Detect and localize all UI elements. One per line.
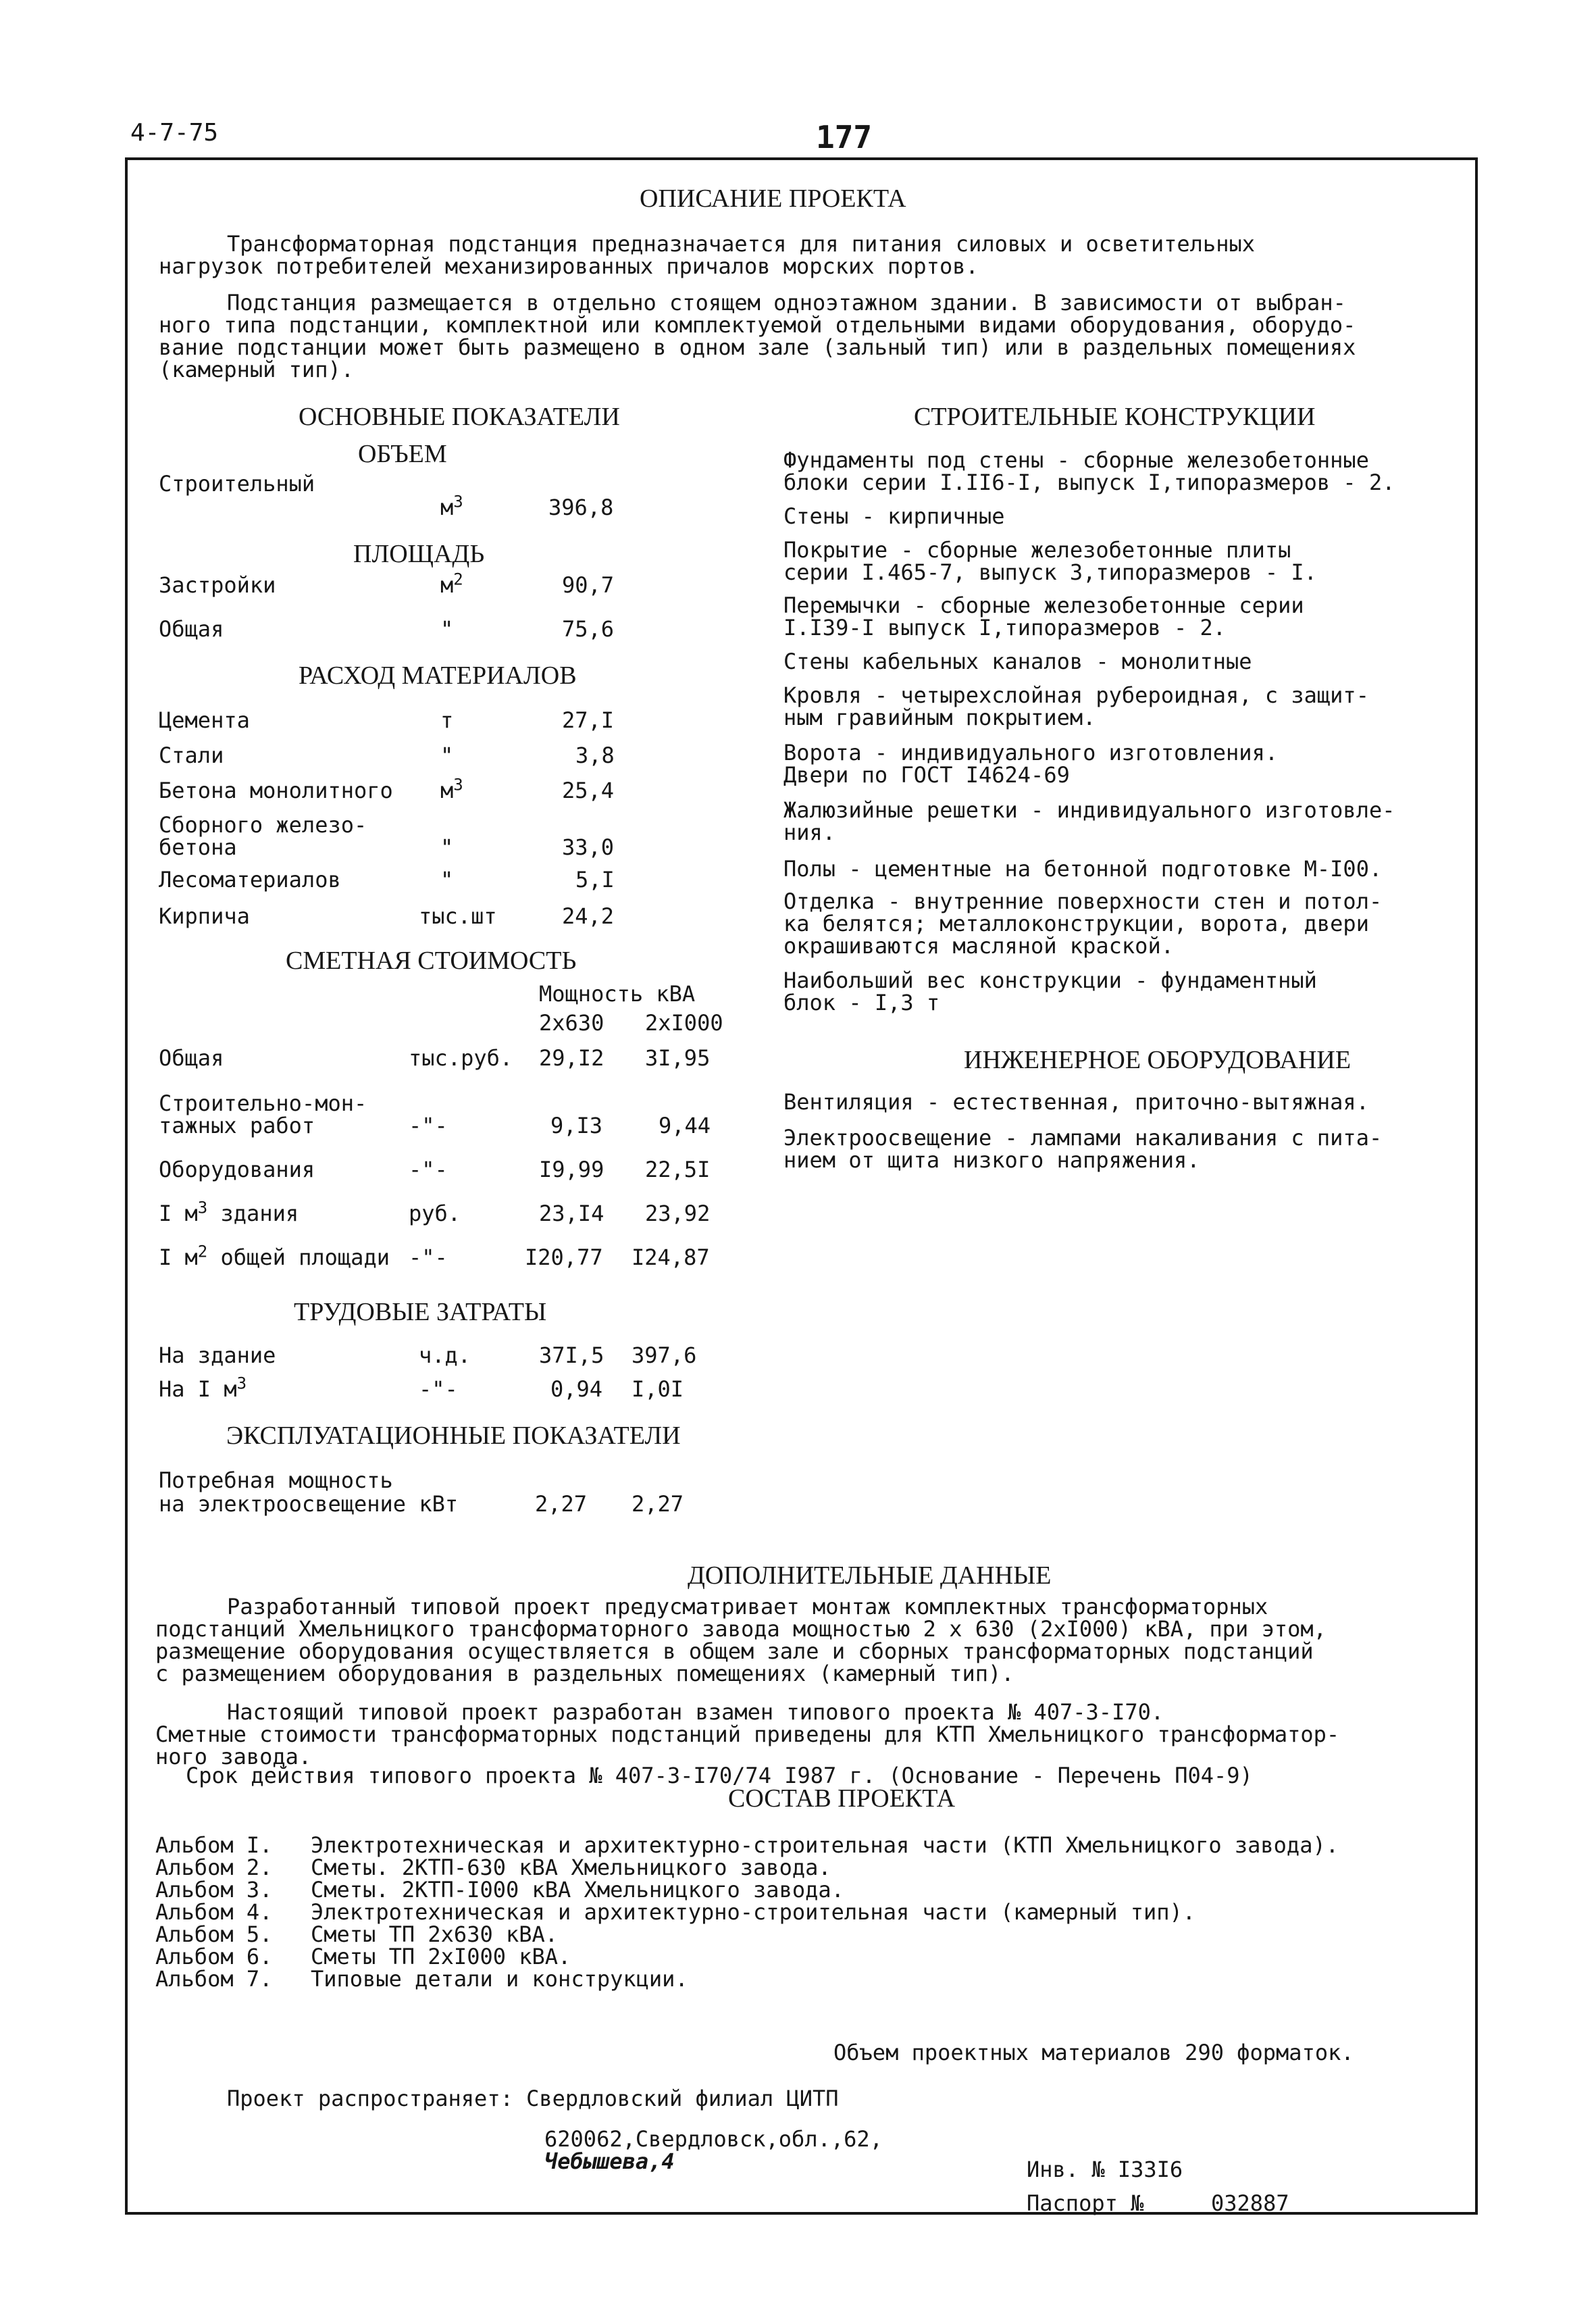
construction-item: блоки серии I.II6-I, выпуск I,типоразмеров - 2. — [783, 470, 1395, 495]
volume-value: 396,8 — [548, 495, 614, 520]
operation-b: 2,27 — [632, 1491, 684, 1517]
additional-para2-line1: Настоящий типовой проект разработан взамен типового проекта № 407-3-I70. — [227, 1699, 1164, 1725]
labor-row-b: I,0I — [632, 1376, 684, 1402]
cost-row-b: 9,44 — [659, 1113, 711, 1138]
cost-row-b: I24,87 — [632, 1244, 710, 1270]
material-unit: тыс.шт — [419, 903, 497, 929]
construction-item: Стены - кирпичные — [783, 503, 1005, 529]
album-text: Сметы ТП 2xI000 кВА. — [311, 1944, 571, 1969]
construction-item: Кровля - четырехслойная рубероидная, с защит- — [783, 682, 1369, 708]
album-label: Альбом 6. — [155, 1944, 273, 1969]
description-para2-line2: ного типа подстанции, комплектной или комплектуемой отдельными видами оборудования, оборудо- — [159, 312, 1356, 338]
cost-row-label: I $м^3$ здания — [159, 1198, 299, 1226]
materials-title: РАСХОД МАТЕРИАЛОВ — [299, 661, 577, 690]
construction-item: Жалюзийные решетки - индивидуального изготовле- — [783, 797, 1395, 823]
material-label: Сборного железо- — [159, 812, 367, 838]
description-para1-line2: нагрузок потребителей механизированных причалов морских портов. — [159, 253, 979, 279]
description-para1-line1: Трансформаторная подстанция предназначается для питания силовых и осветительных — [227, 231, 1255, 257]
validity-line: Срок действия типового проекта № 407-3-I70/74 I987 г. (Основание - Перечень П04-9) — [186, 1763, 1253, 1788]
cost-row-unit: тыс.руб. — [409, 1045, 513, 1071]
construction-item: ния. — [783, 820, 836, 845]
operation-title: ЭКСПЛУАТАЦИОННЫЕ ПОКАЗАТЕЛИ — [226, 1422, 681, 1450]
address-line1: 620062,Свердловск,обл.,62, — [544, 2126, 883, 2152]
cost-title: СМЕТНАЯ СТОИМОСТЬ — [286, 947, 577, 975]
cost-row-a: I9,99 — [539, 1157, 604, 1182]
description-para2-line4: (камерный тип). — [159, 357, 354, 382]
engineering-item: Вентиляция - естественная, приточно-вытяжная. — [783, 1089, 1369, 1115]
cost-row-b: 22,5I — [645, 1157, 711, 1182]
labor-title: ТРУДОВЫЕ ЗАТРАТЫ — [294, 1298, 547, 1326]
cost-row-label: Оборудования — [159, 1157, 315, 1182]
album-label: Альбом 4. — [155, 1899, 273, 1925]
construction-item: серии I.465-7, выпуск 3,типоразмеров - I. — [783, 559, 1317, 585]
construction-item: Стены кабельных каналов - монолитные — [783, 649, 1252, 674]
cost-row-a: 29,I2 — [539, 1045, 604, 1071]
cost-row-label: I $м^2$ общей площади — [159, 1242, 390, 1270]
construction-item: Ворота - индивидуального изготовления. — [783, 740, 1279, 765]
labor-row-b: 397,6 — [632, 1342, 697, 1368]
construction-item: Полы - цементные на бетонной подготовке М-I00. — [783, 856, 1383, 882]
cost-col-a: 2x630 — [539, 1010, 604, 1036]
labor-row-a: 37I,5 — [539, 1342, 604, 1368]
material-value: 27,I — [562, 707, 615, 733]
operation-a: 2,27 — [535, 1491, 588, 1517]
area-row-value: 90,7 — [562, 572, 615, 598]
construction-item: окрашиваются масляной краской. — [783, 933, 1174, 959]
additional-para2-line3: ного завода. — [155, 1744, 312, 1769]
cost-row-unit: -"- — [409, 1244, 448, 1270]
indicators-title: ОСНОВНЫЕ ПОКАЗАТЕЛИ — [299, 403, 620, 431]
labor-row-label: На I $м^3$ — [159, 1374, 247, 1402]
constructions-title: СТРОИТЕЛЬНЫЕ КОНСТРУКЦИИ — [914, 403, 1316, 431]
labor-row-label: На здание — [159, 1342, 276, 1368]
album-text: Сметы ТП 2x630 кВА. — [311, 1921, 559, 1947]
material-unit: т — [440, 707, 454, 733]
construction-item: Покрытие - сборные железобетонные плиты — [783, 537, 1291, 563]
cost-row-a: I20,77 — [525, 1244, 603, 1270]
material-label: Стали — [159, 743, 224, 768]
album-label: Альбом 5. — [155, 1921, 273, 1947]
construction-item: Отделка - внутренние поверхности стен и потол- — [783, 888, 1383, 914]
engineering-title: ИНЖЕНЕРНОЕ ОБОРУДОВАНИЕ — [964, 1046, 1352, 1074]
construction-item: Двери по ГОСТ I4624-69 — [783, 762, 1070, 788]
passport-label: Паспорт № — [1027, 2190, 1144, 2216]
description-para2-line3: вание подстанции может быть размещено в одном зале (зальный тип) или в раздельных помещениях — [159, 334, 1356, 360]
additional-para1-line3: размещение оборудования осуществляется в общем зале и сборных трансформаторных подстанций — [155, 1638, 1314, 1664]
material-unit: " — [440, 743, 454, 768]
area-row-label: Общая — [159, 616, 224, 642]
additional-para1-line4: с размещением оборудования в раздельных помещениях (камерный тип). — [155, 1661, 1014, 1686]
album-label: Альбом 3. — [155, 1877, 273, 1903]
volume-label: Строительный — [159, 471, 315, 497]
album-text: Сметы. 2КТП-I000 кВА Хмельницкого завода. — [311, 1877, 844, 1903]
sheet-code: 4-7-75 — [130, 119, 219, 147]
operation-label: на электроосвещение кВт — [159, 1491, 459, 1517]
construction-item: ным гравийным покрытием. — [783, 705, 1096, 730]
material-value: 3,8 — [575, 743, 615, 768]
material-label: бетона — [159, 834, 237, 860]
cost-row-b: 23,92 — [645, 1201, 711, 1226]
material-unit: " — [440, 867, 454, 892]
cost-power-header: Мощность кВА — [539, 981, 696, 1007]
additional-para2-line2: Сметные стоимости трансформаторных подстанций приведены для КТП Хмельницкого трансформатор- — [155, 1721, 1340, 1747]
inventory-number: Инв. № I33I6 — [1027, 2157, 1183, 2182]
cost-row-unit: руб. — [409, 1201, 461, 1226]
construction-item: Перемычки - сборные железобетонные серии — [783, 593, 1304, 618]
construction-item: ка белятся; металлоконструкции, ворота, двери — [783, 911, 1369, 936]
materials-volume: Объем проектных материалов 290 форматок. — [833, 2040, 1354, 2065]
labor-row-unit: -"- — [419, 1376, 458, 1402]
cost-row-unit: -"- — [409, 1157, 448, 1182]
cost-row-label: Строительно-мон- — [159, 1090, 367, 1116]
material-label: Цемента — [159, 707, 250, 733]
material-value: 25,4 — [562, 778, 615, 803]
cost-row-a: 9,I3 — [550, 1113, 603, 1138]
engineering-item: нием от щита низкого напряжения. — [783, 1147, 1200, 1173]
album-text: Сметы. 2КТП-630 кВА Хмельницкого завода. — [311, 1855, 831, 1880]
distributor: Проект распространяет: Свердловский филиал ЦИТП — [227, 2086, 839, 2111]
cost-row-label: тажных работ — [159, 1113, 315, 1138]
composition-title: СОСТАВ ПРОЕКТА — [728, 1784, 956, 1813]
construction-item: блок - I,3 т — [783, 990, 940, 1015]
construction-item: I.I39-I выпуск I,типоразмеров - 2. — [783, 615, 1227, 640]
material-unit: $м^3$ — [440, 775, 463, 803]
passport-number: 032887 — [1211, 2190, 1289, 2216]
volume-title: ОБЪЕМ — [358, 440, 447, 468]
labor-row-a: 0,94 — [550, 1376, 603, 1402]
area-row-label: Застройки — [159, 572, 276, 598]
description-title: ОПИСАНИЕ ПРОЕКТА — [640, 184, 906, 213]
additional-title: ДОПОЛНИТЕЛЬНЫЕ ДАННЫЕ — [688, 1561, 1052, 1590]
labor-row-unit: ч.д. — [419, 1342, 471, 1368]
album-label: Альбом 7. — [155, 1966, 273, 1992]
album-label: Альбом 2. — [155, 1855, 273, 1880]
material-label: Кирпича — [159, 903, 250, 929]
material-value: 5,I — [575, 867, 615, 892]
cost-row-label: Общая — [159, 1045, 224, 1071]
volume-unit: $м^3$ — [440, 492, 463, 520]
material-label: Лесоматериалов — [159, 867, 341, 892]
material-label: Бетона монолитного — [159, 778, 393, 803]
construction-item: Наибольший вес конструкции - фундаментный — [783, 967, 1317, 993]
area-row-unit: $м^2$ — [440, 570, 463, 598]
area-title: ПЛОЩАДЬ — [353, 540, 485, 568]
additional-para1-line1: Разработанный типовой проект предусматривает монтаж комплектных трансформаторных — [227, 1594, 1268, 1619]
engineering-item: Электроосвещение - лампами накаливания с пита- — [783, 1125, 1383, 1151]
cost-row-a: 23,I4 — [539, 1201, 604, 1226]
material-value: 33,0 — [562, 834, 615, 860]
album-text: Электротехническая и архитектурно-строительная части (КТП Хмельницкого завода). — [311, 1832, 1339, 1858]
material-unit: " — [440, 834, 454, 860]
area-row-unit: " — [440, 616, 454, 642]
material-value: 24,2 — [562, 903, 615, 929]
cost-row-unit: -"- — [409, 1113, 448, 1138]
description-para2-line1: Подстанция размещается в отдельно стоящем одноэтажном здании. В зависимости от выбран- — [227, 290, 1346, 316]
cost-row-b: 3I,95 — [645, 1045, 711, 1071]
area-row-value: 75,6 — [562, 616, 615, 642]
address-line2: Чебышева,4 — [544, 2148, 675, 2174]
construction-item: Фундаменты под стены - сборные железобетонные — [783, 447, 1369, 473]
operation-label: Потребная мощность — [159, 1467, 393, 1493]
cost-col-b: 2xI000 — [645, 1010, 723, 1036]
additional-para1-line2: подстанций Хмельницкого трансформаторного завода мощностью 2 x 630 (2xI000) кВА, при этом, — [155, 1616, 1327, 1642]
page-number: 177 — [816, 119, 873, 155]
album-label: Альбом I. — [155, 1832, 273, 1858]
album-text: Типовые детали и конструкции. — [311, 1966, 688, 1992]
album-text: Электротехническая и архитектурно-строительная части (камерный тип). — [311, 1899, 1196, 1925]
